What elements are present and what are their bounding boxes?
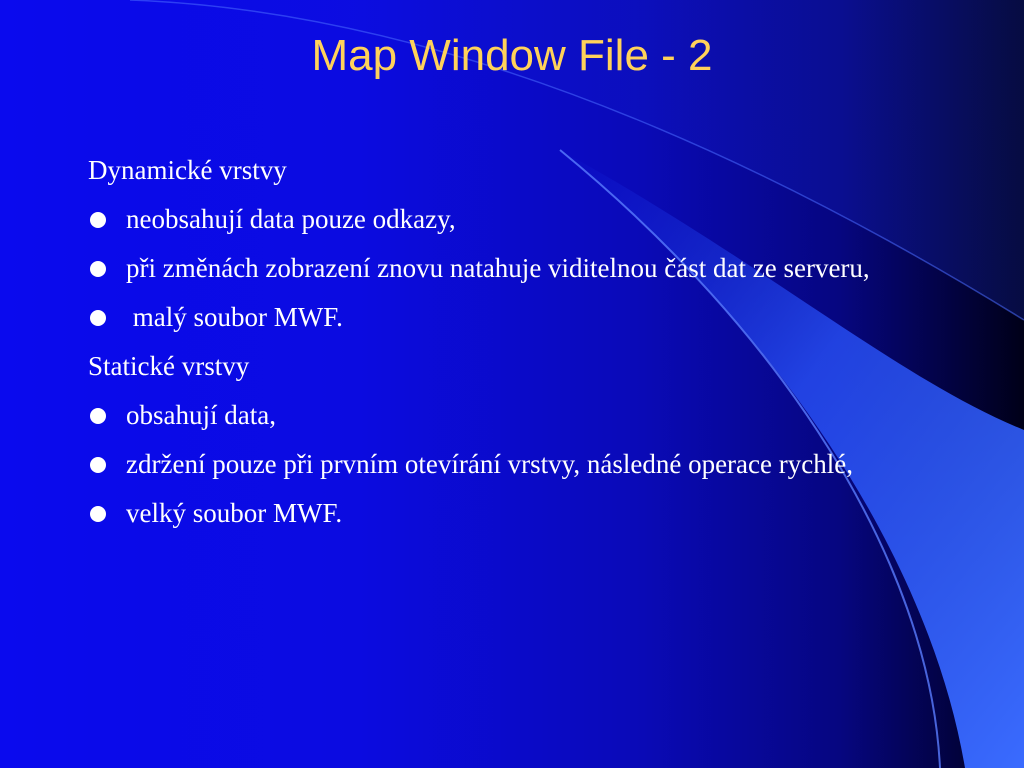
bullet-item — [88, 250, 928, 287]
filled-circle-bullet-icon — [90, 408, 106, 424]
bullet-text: velký soubor MWF. — [126, 498, 343, 528]
bullet-item — [88, 201, 928, 238]
bullet-text: neobsahují data pouze odkazy, — [126, 204, 456, 234]
slide-body — [88, 152, 928, 544]
bullet-text: malý soubor MWF. — [126, 302, 343, 332]
bullet-item — [88, 495, 928, 532]
filled-circle-bullet-icon — [90, 212, 106, 228]
bullet-text: obsahují data, — [126, 400, 276, 430]
section-heading-dynamic: Dynamické vrstvy — [88, 155, 287, 185]
bullet-item — [88, 397, 928, 434]
filled-circle-bullet-icon — [90, 506, 106, 522]
bullet-text: zdržení pouze při prvním otevírání vrstvy, následné operace rychlé, — [126, 449, 853, 479]
section-heading-static: Statické vrstvy — [88, 351, 250, 381]
bullet-item — [88, 299, 928, 336]
slide-title: Map Window File - 2 — [311, 31, 713, 80]
filled-circle-bullet-icon — [90, 261, 106, 277]
bullet-item — [88, 446, 928, 483]
filled-circle-bullet-icon — [90, 457, 106, 473]
bullet-text: při změnách zobrazení znovu natahuje viditelnou část dat ze serveru, — [126, 253, 870, 283]
filled-circle-bullet-icon — [90, 310, 106, 326]
